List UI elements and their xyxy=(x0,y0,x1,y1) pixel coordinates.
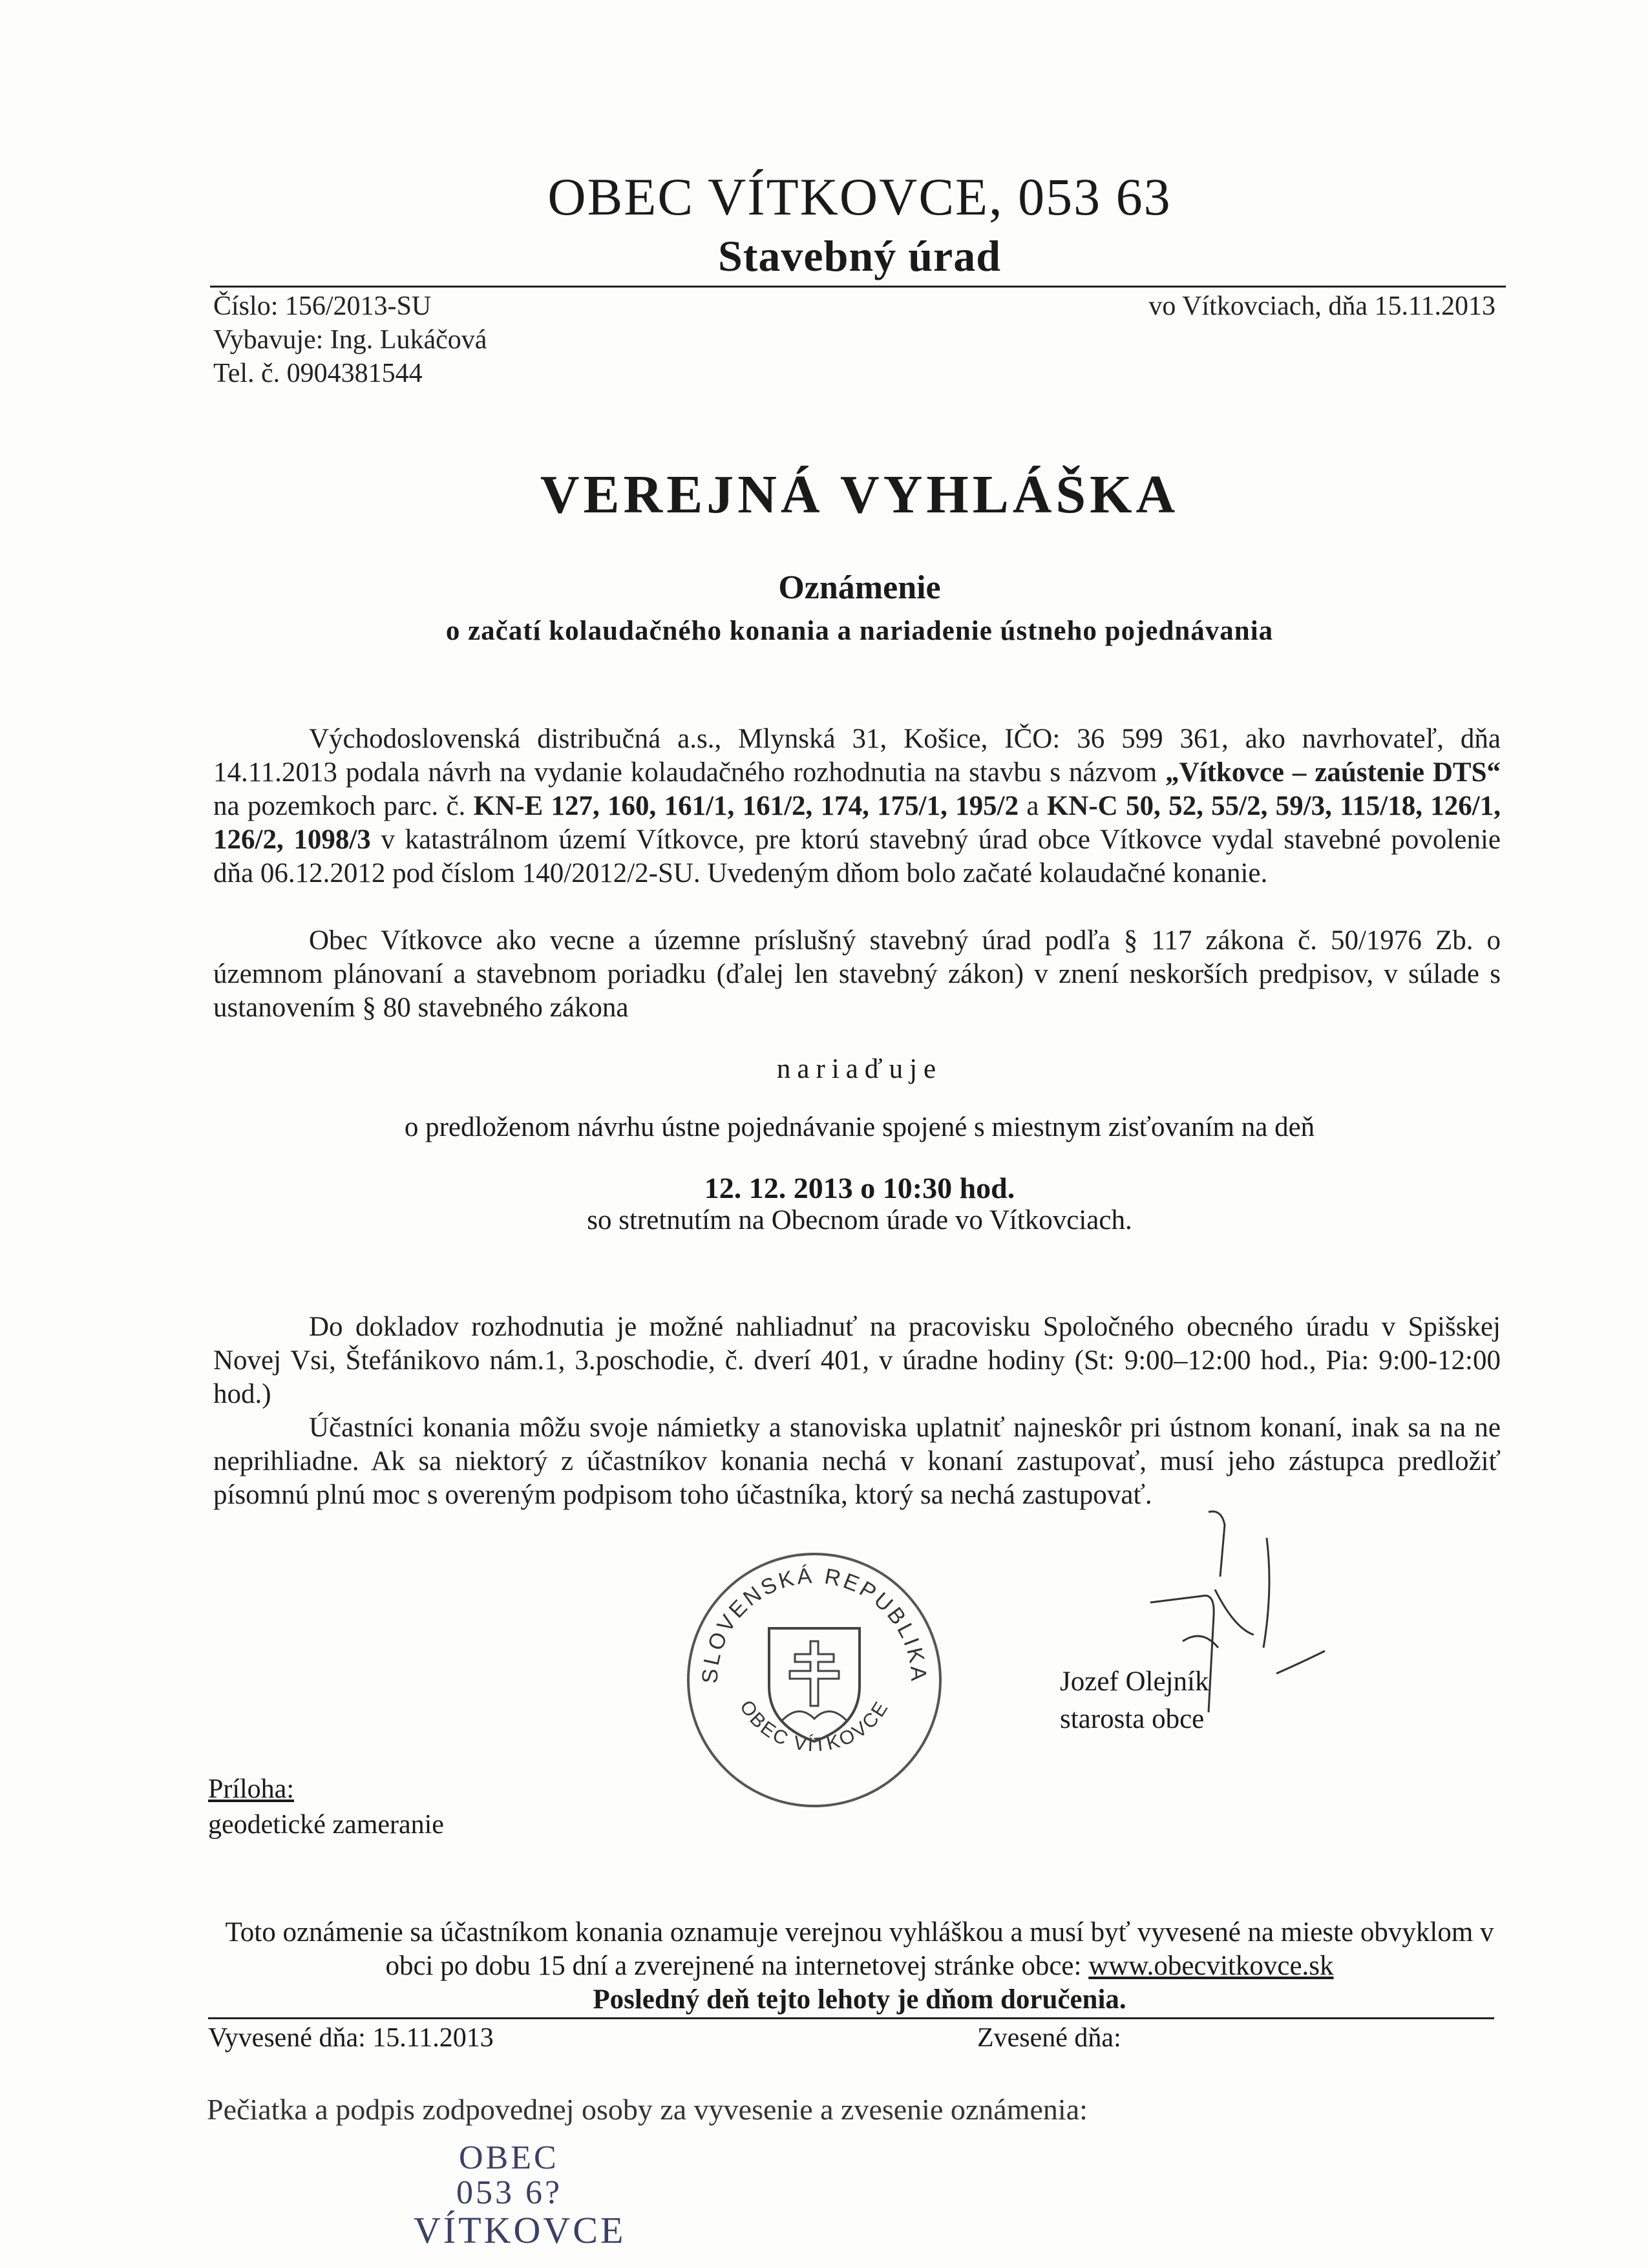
p1-text-a: Východoslovenská distribučná a.s., Mlynská 31, Košice, IČO: 36 599 361, ako navrhovateľ, dňa 14.11.2013 podala návrh na vydanie kolaudačného rozhodnutia na stavbu s názvom xyxy=(213,724,1501,788)
notice-text: Toto oznámenie sa účastníkom konania oznamuje verejnou vyhláškou a musí byť vyvesené na mieste obvyklom v obci po dobu 15 dní a zverejnené na internetovej stránke obce: xyxy=(225,1917,1494,1981)
hearing-sentence: o predloženom návrhu ústne pojednávanie spojené s miestnym zisťovaním na deň xyxy=(404,1112,1315,1142)
hearing-datetime: 12. 12. 2013 o 10:30 hod. xyxy=(704,1171,1015,1204)
phone-number: Tel. č. 0904381544 xyxy=(213,359,423,388)
ink-stamp-line1: OBEC xyxy=(459,2139,559,2176)
coat-of-arms-icon xyxy=(769,1628,860,1741)
p2-text: Obec Vítkovce ako vecne a územne príslušný stavebný úrad podľa § 117 zákona č. 50/1976 Zb. o územnom plánovaní a stavebnom poriadku (ďalej len stavebný zákon) v znení neskorších predpisov, v súlade s ustanovením § 80 stavebného zákona xyxy=(213,925,1501,1023)
notice-subheading: o začatí kolaudačného konania a nariadenie ústneho pojednávania xyxy=(445,616,1274,646)
p1-text-e: a xyxy=(1019,791,1047,821)
p3-text: Do dokladov rozhodnutia je možné nahliadnuť na pracovisku Spoločného obecného úradu v Spišskej Novej Vsi, Štefánikovo nám.1, 3.poschodie, č. dverí 401, v úradne hodiny (St: 9:00–12:00 hod., Pia: 9:00-12:00 hod.) xyxy=(213,1312,1501,1409)
p1-parcels-kne: KN-E 127, 160, 161/1, 161/2, 174, 175/1, 195/2 xyxy=(473,791,1019,821)
p1-project-name: „Vítkovce – zaústenie DTS“ xyxy=(1165,757,1501,788)
municipality-website-link[interactable]: www.obecvitkovce.sk xyxy=(1088,1951,1334,1981)
ink-stamp-line2: 053 6? xyxy=(456,2174,563,2211)
svg-text:SLOVENSKÁ REPUBLIKA xyxy=(698,1564,931,1685)
meeting-place: so stretnutím na Obecnom úrade vo Vítkovciach. xyxy=(587,1205,1132,1235)
notice-deadline: Posledný deň tejto lehoty je dňom doručenia. xyxy=(593,1984,1126,2015)
attachment-item: geodetické zameranie xyxy=(208,1810,444,1840)
orders-word: nariaďuje xyxy=(776,1054,943,1084)
footer-divider xyxy=(208,2017,1494,2019)
header-divider xyxy=(210,286,1506,288)
stamp-bottom-text: OBEC VÍTKOVCE xyxy=(735,1696,893,1756)
p1-text-g: v katastrálnom území Vítkovce, pre ktorú stavebný úrad obce Vítkovce vydal stavebné povolenie dňa 06.12.2012 pod číslom 140/2012/2-SU. Uvedeným dňom bolo začaté kolaudačné konanie. xyxy=(213,824,1501,888)
signatory-name: Jozef Olejník xyxy=(1060,1666,1209,1697)
office-subtitle: Stavebný úrad xyxy=(717,231,1002,280)
removed-date: Zvesené dňa: xyxy=(977,2023,1121,2053)
posted-date: Vyvesené dňa: 15.11.2013 xyxy=(208,2023,494,2053)
attachment-label: Príloha: xyxy=(208,1774,294,1804)
handled-by: Vybavuje: Ing. Lukáčová xyxy=(213,325,487,355)
municipality-title: OBEC VÍTKOVCE, 053 63 xyxy=(547,167,1172,226)
p1-text-c: na pozemkoch parc. č. xyxy=(213,791,474,821)
paragraph-documents xyxy=(213,1310,1501,1411)
ink-stamp-line3: VÍTKOVCE xyxy=(414,2209,626,2251)
paragraph-participants xyxy=(213,1411,1501,1512)
place-date: vo Vítkovciach, dňa 15.11.2013 xyxy=(1148,291,1495,321)
paragraph-proposal xyxy=(213,722,1501,890)
stamp-top-text: SLOVENSKÁ REPUBLIKA xyxy=(697,1563,931,1685)
p1-parcels-knc: KN-C 50, 52, 55/2, 59/3, 115/18, 126/1, 126/2, 1098/3 xyxy=(213,791,1501,855)
reference-number: Číslo: 156/2013-SU xyxy=(213,291,432,321)
responsible-person-label: Pečiatka a podpis zodpovednej osoby za vyvesenie a zvesenie oznámenia: xyxy=(207,2093,1088,2126)
paragraph-authority xyxy=(213,924,1501,1025)
official-round-stamp xyxy=(672,1538,956,1822)
notice-heading: Oznámenie xyxy=(778,569,941,606)
document-title: VEREJNÁ VYHLÁŠKA xyxy=(540,465,1179,525)
publication-notice xyxy=(213,1916,1506,2017)
p4-text: Účastníci konania môžu svoje námietky a stanoviska uplatniť najneskôr pri ústnom konaní, inak sa na ne neprihliadne. Ak sa niektorý z účastníkov konania nechá v konaní zastupovať, musí jeho zástupca predložiť písomnú plnú moc s overeným podpisom toho účastníka, ktorý sa nechá zastupovať. xyxy=(213,1412,1501,1510)
signatory-role: starosta obce xyxy=(1060,1704,1205,1734)
